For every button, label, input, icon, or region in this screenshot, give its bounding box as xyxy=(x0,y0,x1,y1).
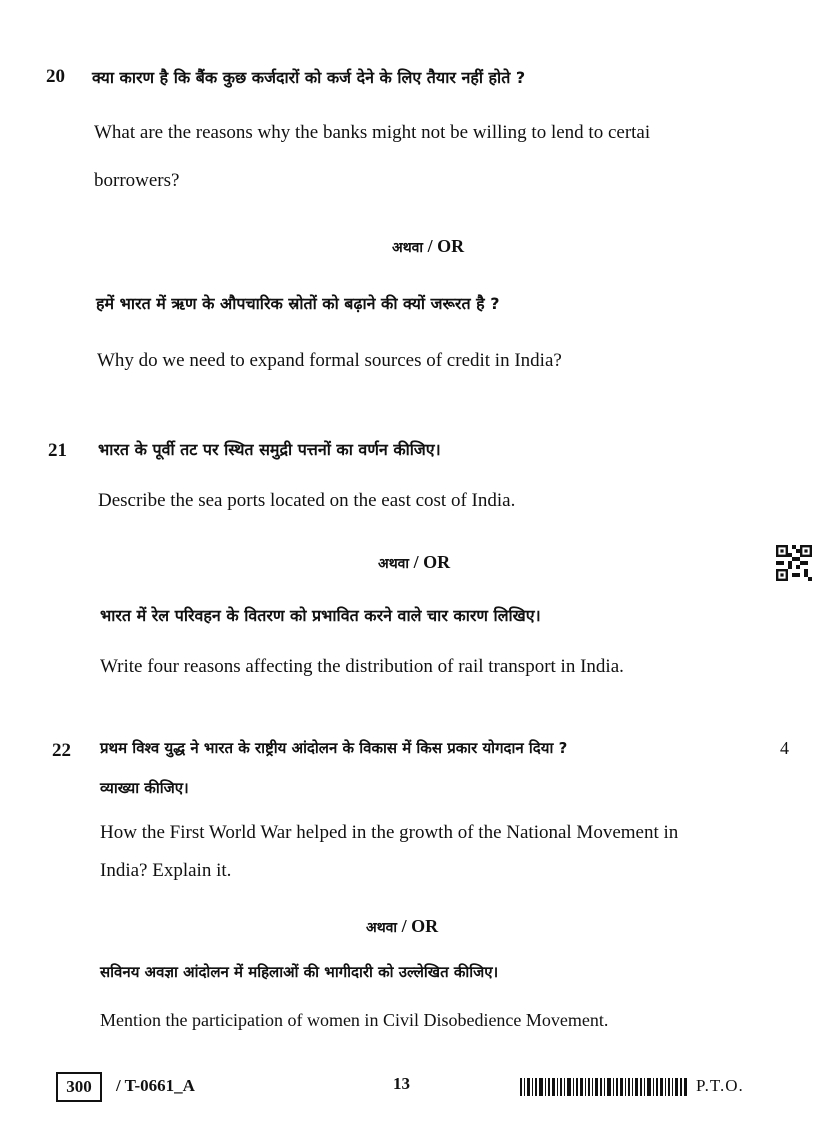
question-20-english-line-1: What are the reasons why the banks might not be willing to lend to certai xyxy=(94,122,651,143)
question-22-english-line-2: India? Explain it. xyxy=(100,860,232,881)
or-hindi: अथवा xyxy=(366,920,398,936)
question-21-english: Describe the sea ports located on the east cost of India. xyxy=(98,490,516,511)
question-number-20: 20 xyxy=(46,66,65,87)
pto-label: P.T.O. xyxy=(696,1076,744,1095)
or-separator: / xyxy=(401,916,407,936)
page-number: 13 xyxy=(393,1074,410,1093)
question-21-alt-english: Write four reasons affecting the distribution of rail transport in India. xyxy=(100,656,624,677)
question-number-22: 22 xyxy=(52,740,71,761)
question-20-alt-english: Why do we need to expand formal sources of credit in India? xyxy=(97,350,562,371)
footer-box-number: 300 xyxy=(56,1072,102,1102)
footer-paper-code: / T-0661_A xyxy=(116,1076,195,1095)
or-english: OR xyxy=(411,916,439,936)
or-english: OR xyxy=(423,552,451,572)
question-22-hindi-line-2: व्याख्या कीजिए। xyxy=(100,779,189,797)
question-22-english-line-1: How the First World War helped in the growth of the National Movement in xyxy=(100,822,679,843)
question-20-english-line-2: borrowers? xyxy=(94,170,180,191)
question-22-marks: 4 xyxy=(780,738,789,758)
question-20-hindi: क्या कारण है कि बैंक कुछ कर्जदारों को कर्ज देने के लिए तैयार नहीं होते ? xyxy=(92,68,526,87)
or-english: OR xyxy=(437,236,465,256)
question-21-hindi: भारत के पूर्वी तट पर स्थित समुद्री पत्तनों का वर्णन कीजिए। xyxy=(98,440,441,459)
or-separator: / xyxy=(413,552,419,572)
or-hindi: अथवा xyxy=(392,240,424,256)
question-20-or-divider xyxy=(392,236,464,257)
question-22-hindi-line-1: प्रथम विश्व युद्ध ने भारत के राष्ट्रीय आंदोलन के विकास में किस प्रकार योगदान दिया ? xyxy=(100,739,568,757)
question-22-alt-hindi: सविनय अवज्ञा आंदोलन में महिलाओं की भागीदारी को उल्लेखित कीजिए। xyxy=(100,963,499,981)
or-separator: / xyxy=(427,236,433,256)
question-21-or-divider xyxy=(378,552,450,573)
question-22-or-divider xyxy=(366,916,438,937)
question-20-alt-hindi: हमें भारत में ऋण के औपचारिक स्रोतों को बढ़ाने की क्यों जरूरत है ? xyxy=(96,294,500,313)
question-number-21: 21 xyxy=(48,440,67,461)
or-hindi: अथवा xyxy=(378,556,410,572)
question-22-alt-english: Mention the participation of women in Civil Disobedience Movement. xyxy=(100,1010,609,1030)
qr-code-icon xyxy=(776,545,812,581)
barcode-icon xyxy=(520,1078,688,1096)
question-21-alt-hindi: भारत में रेल परिवहन के वितरण को प्रभावित करने वाले चार कारण लिखिए। xyxy=(100,606,541,625)
